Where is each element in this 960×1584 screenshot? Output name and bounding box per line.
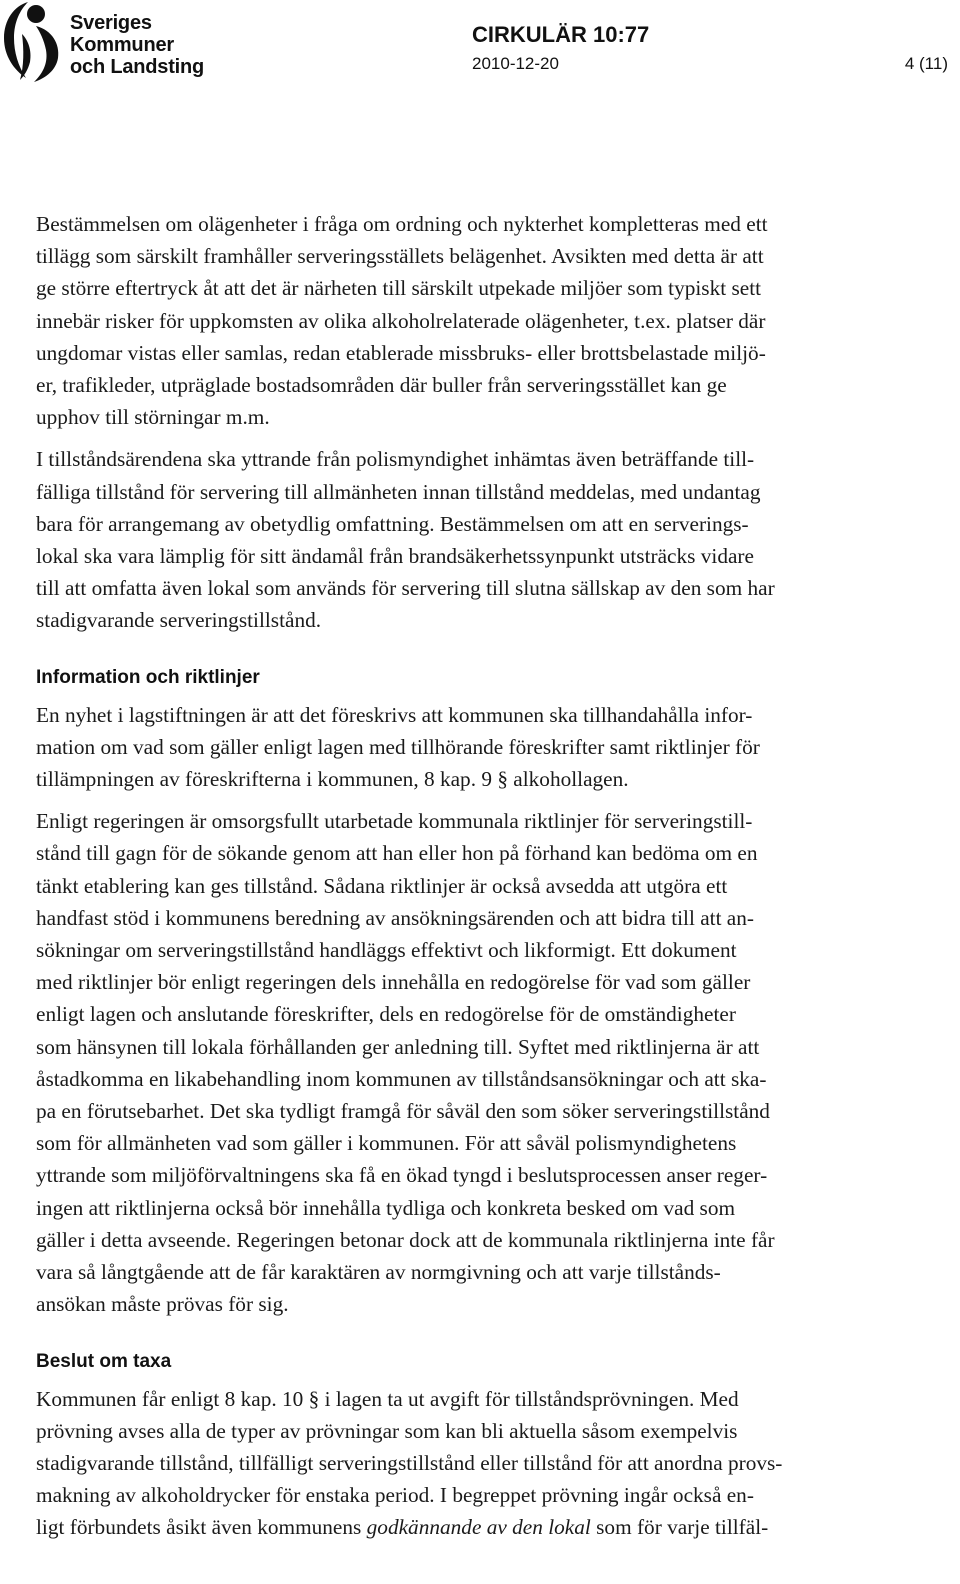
text-line: som för varje tillfäl-: [590, 1515, 769, 1540]
text-line: upphov till störningar m.m.: [36, 405, 270, 430]
text-line: stadigvarande tillstånd, tillfälligt serveringstillstånd eller tillstånd för att anordna provs-: [36, 1450, 783, 1475]
text-line: En nyhet i lagstiftningen är att det föreskrivs att kommunen ska tillhandahålla infor-: [36, 702, 753, 727]
text-line: ansökan måste prövas för sig.: [36, 1292, 289, 1317]
text-line: fälliga tillstånd för servering till allmänheten innan tillstånd meddelas, med undantag: [36, 479, 761, 504]
paragraph-3: [36, 699, 952, 796]
text-line: tillämpningen av föreskrifterna i kommunen, 8 kap. 9 § alkohollagen.: [36, 767, 629, 792]
text-line: tänkt etablering kan ges tillstånd. Sådana riktlinjer är också avsedda att utgöra ett: [36, 873, 728, 898]
text-line: tillägg som särskilt framhåller serveringsställets belägenhet. Avsikten med detta är att: [36, 244, 764, 269]
paragraph-5: [36, 1383, 952, 1544]
text-line: enligt lagen och anslutande föreskrifter, dels en redogörelse för de omständigheter: [36, 1002, 736, 1027]
text-line: som hänsynen till lokala förhållanden ger anledning till. Syftet med riktlinjerna är att: [36, 1034, 760, 1059]
org-name-line-3: och Landsting: [70, 56, 205, 78]
text-line: mation om vad som gäller enligt lagen med tillhörande föreskrifter samt riktlinjer för: [36, 734, 760, 759]
text-line: Kommunen får enligt 8 kap. 10 § i lagen ta ut avgift för tillståndsprövningen. Med: [36, 1386, 739, 1411]
paragraph-1: [36, 208, 952, 433]
text-line: åstadkomma en likabehandling inom kommunen av tillståndsansökningar och att ska-: [36, 1066, 767, 1091]
text-line: er, trafikleder, utpräglade bostadsområden där buller från serveringsstället kan ge: [36, 373, 727, 398]
text-line: handfast stöd i kommunens beredning av ansökningsärenden och att bidra till att an-: [36, 905, 755, 930]
text-line: vara så långtgående att de får karaktären av normgivning och att varje tillstånds-: [36, 1260, 721, 1285]
text-line: Enligt regeringen är omsorgsfullt utarbetade kommunala riktlinjer för serveringstill-: [36, 809, 753, 834]
text-line: ligt förbundets åsikt även kommunens: [36, 1515, 367, 1540]
organization-name: [70, 12, 204, 78]
paragraph-4: [36, 805, 952, 1320]
document-title: CIRKULÄR 10:77: [472, 22, 650, 47]
section-heading-information: Information och riktlinjer: [36, 666, 260, 688]
text-line: ungdomar vistas eller samlas, redan etablerade missbruks- eller brottsbelastade miljö-: [36, 340, 766, 365]
text-line: pa en förutsebarhet. Det ska tydligt framgå för såväl den som söker serveringstillstånd: [36, 1099, 770, 1124]
text-line: som för allmänheten vad som gäller i kommunen. För att såväl polismyndighetens: [36, 1131, 737, 1156]
text-line: sökningar om serveringstillstånd handläggs effektivt och likformigt. Ett dokument: [36, 938, 737, 963]
text-line: makning av alkoholdrycker för enstaka period. I begreppet prövning ingår också en-: [36, 1483, 754, 1508]
text-line: I tillståndsärendena ska yttrande från polismyndighet inhämtas även beträffande till-: [36, 447, 755, 472]
text-line: ge större eftertryck åt att det är närheten till särskilt utpekade miljöer som typiskt sett: [36, 276, 762, 301]
skl-logo-icon: [0, 0, 64, 84]
text-line: med riktlinjer bör enligt regeringen dels innehålla en redogörelse för vad som gäller: [36, 970, 751, 995]
text-line: lokal ska vara lämplig för sitt ändamål från brandsäkerhetssynpunkt utsträcks vidare: [36, 544, 754, 569]
text-line: Bestämmelsen om olägenheter i fråga om ordning och nykterhet kompletteras med ett: [36, 212, 768, 236]
section-heading-beslut: Beslut om taxa: [36, 1350, 172, 1372]
text-line: gäller i detta avseende. Regeringen betonar dock att de kommunala riktlinjerna inte får: [36, 1227, 775, 1252]
document-date: 2010-12-20: [472, 54, 559, 73]
text-line: stadigvarande serveringstillstånd.: [36, 608, 322, 633]
paragraph-2: [36, 443, 952, 636]
text-line: prövning avses alla de typer av prövningar som kan bli aktuella såsom exempelvis: [36, 1418, 738, 1443]
text-line: bara för arrangemang av obetydlig omfattning. Bestämmelsen om att en serverings-: [36, 511, 749, 536]
italic-phrase: godkännande av den lokal: [366, 1515, 591, 1540]
text-line: till att omfatta även lokal som används för servering till slutna sällskap av den som har: [36, 576, 775, 601]
page-number: 4 (11): [904, 54, 948, 73]
org-name-line-2: Kommuner: [70, 34, 174, 56]
text-line: innebär risker för uppkomsten av olika alkoholrelaterade olägenheter, t.ex. platser där: [36, 308, 766, 333]
document-body: [36, 208, 952, 1554]
text-line: yttrande som miljöförvaltningens ska få en ökad tyngd i beslutsprocessen anser reger-: [36, 1163, 768, 1188]
page-header: [0, 0, 960, 90]
text-line: stånd till gagn för de sökande genom att han eller hon på förhand kan bedöma om en: [36, 841, 758, 866]
text-line: ingen att riktlinjerna också bör innehålla tydliga och konkreta besked om vad som: [36, 1195, 736, 1220]
org-name-line-1: Sveriges: [70, 12, 152, 34]
